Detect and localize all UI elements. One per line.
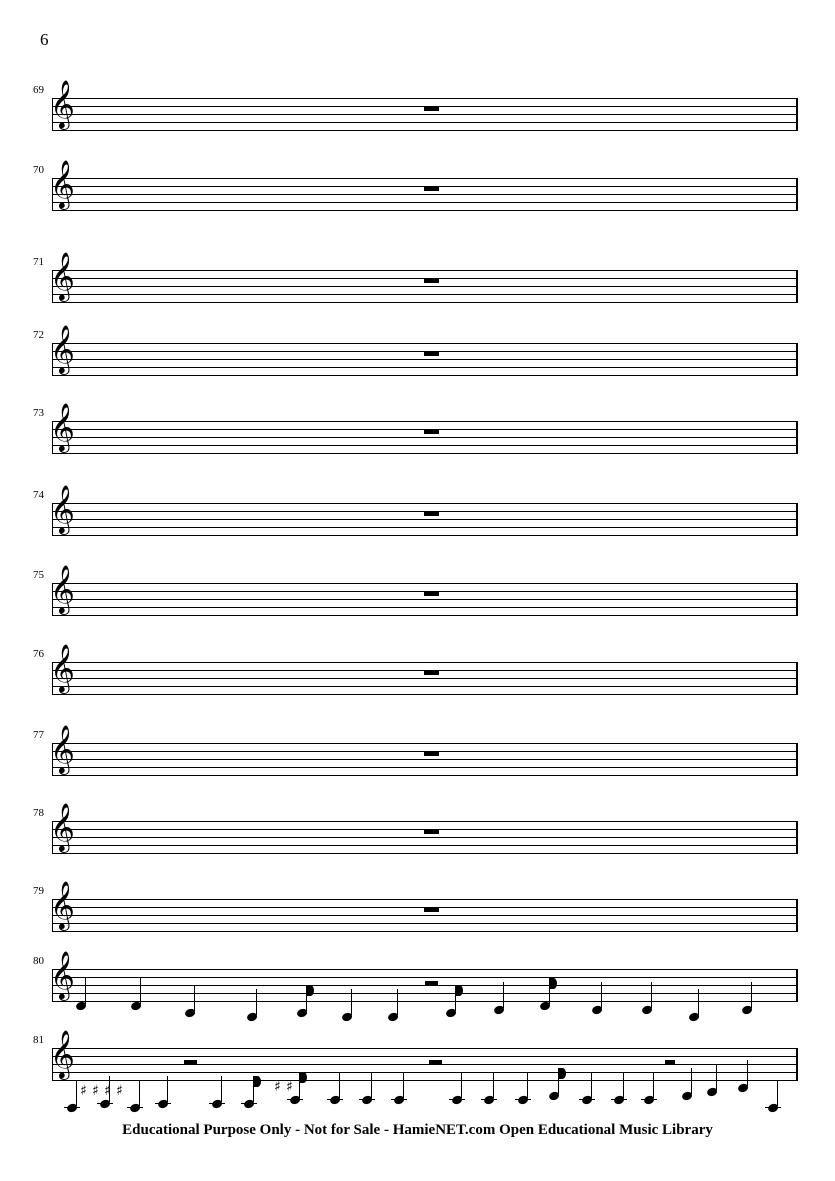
barline-end [796, 98, 798, 131]
note-stem [167, 1076, 168, 1102]
note-flag [550, 978, 557, 989]
staff-line [52, 615, 798, 616]
staff-line [52, 503, 798, 504]
staff [52, 1048, 798, 1099]
rest-half [184, 1060, 197, 1065]
measure-number: 76 [33, 648, 44, 660]
staff-line [52, 694, 798, 695]
barline-end [796, 421, 798, 454]
staff-system [0, 159, 835, 220]
staff-line [52, 302, 798, 303]
rest-whole [424, 670, 439, 675]
accidental-sharp: ♯ [286, 1079, 293, 1095]
measure-number: 69 [33, 84, 44, 96]
barline-end [796, 583, 798, 616]
note-stem [461, 1072, 462, 1098]
staff-line [52, 294, 798, 295]
note-stem [698, 989, 699, 1015]
note-flag [456, 985, 463, 996]
rest-whole [424, 278, 439, 283]
barline-end [796, 899, 798, 932]
staff-line [52, 421, 798, 422]
staff [52, 98, 798, 130]
staff-line [52, 931, 798, 932]
measure-number: 77 [33, 729, 44, 741]
staff-line [52, 98, 798, 99]
note-stem [221, 1076, 222, 1102]
staff-line [52, 1056, 798, 1057]
staff-line [52, 202, 798, 203]
treble-clef-icon: 𝄞 [50, 564, 75, 613]
note-stem [371, 1072, 372, 1098]
staff-line [52, 130, 798, 131]
staff [52, 743, 798, 775]
treble-clef-icon: 𝄞 [50, 484, 75, 533]
note-stem [653, 1072, 654, 1098]
staff-system [0, 802, 835, 863]
staff-line [52, 977, 798, 978]
rest-whole [424, 751, 439, 756]
staff [52, 583, 798, 615]
staff-line [52, 969, 798, 970]
staff-line [52, 1080, 798, 1081]
note-stem [194, 985, 195, 1011]
note-stem [591, 1072, 592, 1098]
accidental-sharp: ♯ [104, 1083, 111, 1099]
staff-line [52, 821, 798, 822]
barline-end [796, 969, 798, 1002]
barline-end [796, 343, 798, 376]
note-stem [623, 1072, 624, 1098]
note-stem [691, 1068, 692, 1094]
treble-clef-icon: 𝄞 [50, 1029, 75, 1078]
treble-clef-icon: 𝄞 [50, 159, 75, 208]
staff [52, 503, 798, 535]
staff [52, 421, 798, 453]
note-stem [751, 982, 752, 1008]
staff-line [52, 853, 798, 854]
staff-line [52, 837, 798, 838]
note-stem [139, 1080, 140, 1106]
note-flag [254, 1076, 261, 1087]
rest-whole [424, 429, 439, 434]
staff [52, 821, 798, 853]
staff-line [52, 607, 798, 608]
staff-line [52, 375, 798, 376]
note-flag [300, 1072, 307, 1083]
staff-system [0, 950, 835, 1011]
staff-system [0, 79, 835, 140]
note-stem [601, 982, 602, 1008]
treble-clef-icon: 𝄞 [50, 79, 75, 128]
staff [52, 178, 798, 210]
note-flag [307, 985, 314, 996]
staff-line [52, 993, 798, 994]
staff [52, 343, 798, 375]
treble-clef-icon: 𝄞 [50, 324, 75, 373]
rest-whole [424, 511, 439, 516]
staff-system [0, 564, 835, 625]
staff-line [52, 915, 798, 916]
note-stem [140, 978, 141, 1004]
staff-line [52, 583, 798, 584]
rest-whole [424, 106, 439, 111]
barline-end [796, 270, 798, 303]
barline-end [796, 1048, 798, 1081]
staff-line [52, 445, 798, 446]
note-stem [716, 1064, 717, 1090]
measure-number: 75 [33, 569, 44, 581]
staff-line [52, 923, 798, 924]
staff [52, 270, 798, 302]
staff-line [52, 743, 798, 744]
staff-line [52, 1001, 798, 1002]
page-number: 6 [40, 30, 49, 49]
note-stem [493, 1072, 494, 1098]
staff-system [0, 324, 835, 385]
accidental-sharp: ♯ [274, 1079, 281, 1095]
treble-clef-icon: 𝄞 [50, 402, 75, 451]
measure-number: 81 [33, 1034, 44, 1046]
measure-number: 74 [33, 489, 44, 501]
staff-line [52, 899, 798, 900]
staff-line [52, 527, 798, 528]
staff [52, 969, 798, 1001]
staff-line [52, 775, 798, 776]
staff-line [52, 178, 798, 179]
note-stem [747, 1060, 748, 1086]
staff-line [52, 678, 798, 679]
rest-whole [424, 907, 439, 912]
staff-system [0, 724, 835, 785]
measure-number: 73 [33, 407, 44, 419]
accidental-sharp: ♯ [80, 1083, 87, 1099]
staff-line [52, 519, 798, 520]
staff-line [52, 359, 798, 360]
note-stem [651, 982, 652, 1008]
measure-number: 78 [33, 807, 44, 819]
treble-clef-icon: 𝄞 [50, 643, 75, 692]
note-stem [76, 1080, 77, 1106]
accidental-sharp: ♯ [92, 1083, 99, 1099]
staff-line [52, 437, 798, 438]
note-stem [503, 982, 504, 1008]
treble-clef-icon: 𝄞 [50, 724, 75, 773]
staff-line [52, 343, 798, 344]
note-stem [339, 1072, 340, 1098]
staff-line [52, 114, 798, 115]
note-stem [85, 978, 86, 1004]
staff-line [52, 1072, 798, 1073]
treble-clef-icon: 𝄞 [50, 880, 75, 929]
staff-line [52, 367, 798, 368]
staff-line [52, 662, 798, 663]
staff-line [52, 759, 798, 760]
treble-clef-icon: 𝄞 [50, 251, 75, 300]
staff-line [52, 122, 798, 123]
footer-notice: Educational Purpose Only - Not for Sale - HamieNET.com Open Educational Music Library [122, 1122, 713, 1138]
rest-half [425, 981, 438, 986]
barline-end [796, 503, 798, 536]
staff [52, 662, 798, 694]
staff-line [52, 286, 798, 287]
note-stem [351, 989, 352, 1015]
staff-line [52, 270, 798, 271]
barline-end [796, 821, 798, 854]
treble-clef-icon: 𝄞 [50, 950, 75, 999]
barline-end [796, 662, 798, 695]
staff-system [0, 402, 835, 463]
staff-system [0, 880, 835, 941]
rest-whole [424, 351, 439, 356]
staff-line [52, 1048, 798, 1049]
rest-half [429, 1060, 442, 1065]
staff-line [52, 1064, 798, 1065]
staff-line [52, 985, 798, 986]
accidental-sharp: ♯ [116, 1083, 123, 1099]
note-stem [777, 1080, 778, 1106]
treble-clef-icon: 𝄞 [50, 802, 75, 851]
note-stem [403, 1072, 404, 1098]
barline-end [796, 178, 798, 211]
rest-half-small [665, 1060, 675, 1065]
measure-number: 80 [33, 955, 44, 967]
staff-system [0, 1029, 835, 1099]
rest-whole [424, 186, 439, 191]
staff-line [52, 453, 798, 454]
note-stem [397, 989, 398, 1015]
barline-end [796, 743, 798, 776]
staff-line [52, 767, 798, 768]
rest-whole [424, 591, 439, 596]
measure-number: 72 [33, 329, 44, 341]
measure-number: 79 [33, 885, 44, 897]
staff-line [52, 845, 798, 846]
staff-system [0, 484, 835, 545]
note-stem [527, 1072, 528, 1098]
rest-whole [424, 829, 439, 834]
staff-line [52, 686, 798, 687]
staff-line [52, 535, 798, 536]
staff [52, 899, 798, 931]
staff-system [0, 251, 835, 312]
measure-number: 71 [33, 256, 44, 268]
staff-line [52, 599, 798, 600]
note-flag [559, 1068, 566, 1079]
staff-system [0, 643, 835, 704]
staff-line [52, 194, 798, 195]
staff-line [52, 210, 798, 211]
measure-number: 70 [33, 164, 44, 176]
note-stem [256, 989, 257, 1015]
